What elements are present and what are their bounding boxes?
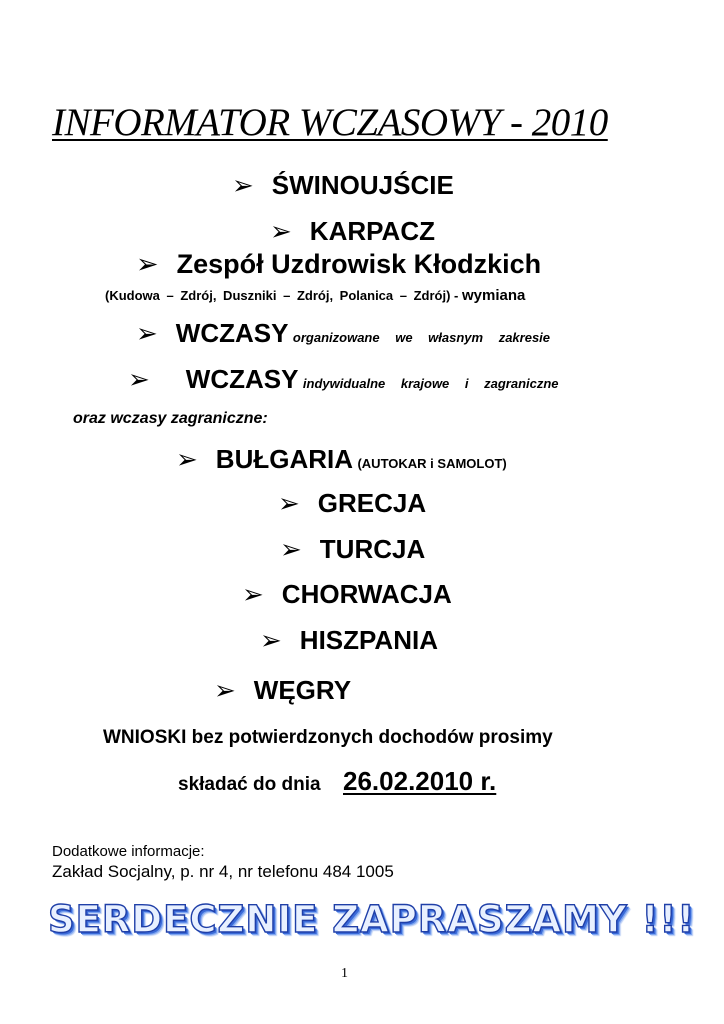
wczasy-description: organizowane we własnym zakresie [292, 330, 551, 345]
contact-label: Dodatkowe informacje: [52, 843, 205, 860]
destination-item [232, 170, 454, 201]
spa-locations-note [105, 287, 525, 304]
arrow-bullet-icon: ➢ [128, 365, 150, 395]
foreign-note: (AUTOKAR i SAMOLOT) [357, 456, 507, 471]
deadline-date: 26.02.2010 r. [343, 766, 497, 796]
foreign-label: TURCJA [319, 534, 426, 564]
arrow-bullet-icon: ➢ [176, 445, 198, 475]
foreign-label: HISZPANIA [299, 625, 438, 655]
arrow-bullet-icon: ➢ [214, 676, 236, 706]
arrow-bullet-icon: ➢ [136, 319, 158, 349]
foreign-label: BUŁGARIA [215, 444, 354, 474]
foreign-label: WĘGRY [253, 675, 352, 705]
destination-item [270, 216, 435, 247]
wczasy-item [128, 364, 559, 395]
deadline-label: składać do dnia [178, 774, 321, 795]
notice-line: WNIOSKI bez potwierdzonych dochodów prosimy [103, 727, 553, 748]
destination-item [136, 249, 541, 280]
foreign-item [242, 579, 452, 610]
wczasy-label: WCZASY [185, 364, 299, 394]
spa-exchange: wymiana [462, 287, 526, 304]
arrow-bullet-icon: ➢ [278, 489, 300, 519]
foreign-item [214, 675, 351, 706]
foreign-label: CHORWACJA [281, 579, 452, 609]
destination-label: Zespół Uzdrowisk Kłodzkich [176, 249, 542, 279]
foreign-item [260, 625, 438, 656]
deadline-line [178, 766, 496, 797]
spa-separator: - [454, 288, 459, 303]
arrow-bullet-icon: ➢ [242, 580, 264, 610]
wczasy-label: WCZASY [175, 318, 289, 348]
arrow-bullet-icon: ➢ [136, 249, 159, 280]
arrow-bullet-icon: ➢ [260, 626, 282, 656]
contact-line: Zakład Socjalny, p. nr 4, nr telefonu 484 1005 [52, 862, 394, 881]
wczasy-description: indywidualne krajowe i zagraniczne [302, 376, 559, 391]
arrow-bullet-icon: ➢ [280, 535, 302, 565]
foreign-item [280, 534, 425, 565]
page-number: 1 [341, 966, 348, 981]
destination-label: ŚWINOUJŚCIE [271, 170, 454, 200]
foreign-item [176, 444, 507, 475]
wczasy-item [136, 318, 550, 349]
destination-label: KARPACZ [309, 216, 435, 246]
foreign-item [278, 488, 426, 519]
arrow-bullet-icon: ➢ [232, 171, 254, 201]
invitation-banner: SERDECZNIE ZAPRASZAMY !!! [48, 898, 696, 941]
spa-locations: (Kudowa – Zdrój, Duszniki – Zdrój, Polanica – Zdrój) [105, 288, 451, 303]
arrow-bullet-icon: ➢ [270, 217, 292, 247]
foreign-label: GRECJA [317, 488, 427, 518]
foreign-intro: oraz wczasy zagraniczne: [73, 410, 268, 427]
page-title: INFORMATOR WCZASOWY - 2010 [52, 101, 608, 144]
